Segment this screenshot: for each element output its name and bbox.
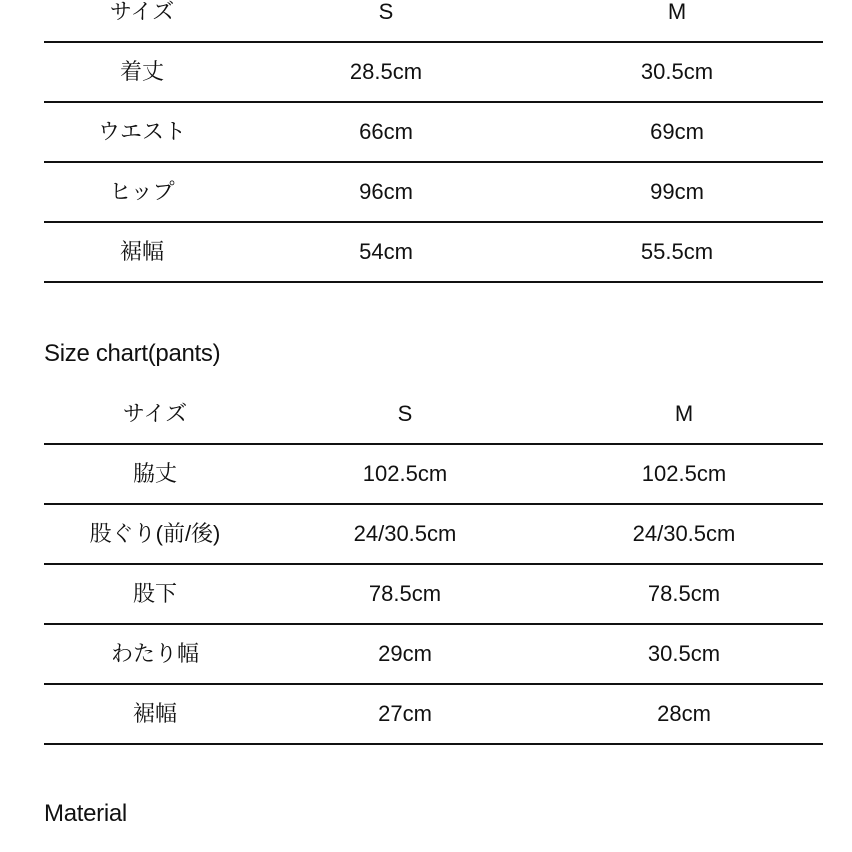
table-row (44, 625, 823, 685)
row-value-s: 66cm (359, 119, 413, 144)
row-value-m: 99cm (650, 179, 704, 204)
table-row (44, 445, 823, 505)
row-label: ウエスト (97, 119, 187, 144)
row-value-s: 24/30.5cm (353, 521, 457, 546)
table-row (44, 685, 823, 745)
header-size-s: S (378, 0, 394, 24)
row-value-s: 27cm (378, 701, 432, 726)
row-label: 裾幅 (132, 701, 178, 726)
row-value-m: 30.5cm (640, 59, 714, 84)
table-row (44, 505, 823, 565)
table-row (44, 565, 823, 625)
header-size-s: S (397, 401, 413, 426)
header-size-label: サイズ (109, 0, 175, 24)
row-label: 股下 (132, 581, 178, 606)
row-value-m: 24/30.5cm (632, 521, 736, 546)
table-header-row (44, 385, 823, 445)
size-chart-table (44, 0, 823, 283)
row-value-s: 28.5cm (349, 59, 423, 84)
row-label: 脇丈 (132, 461, 178, 486)
row-value-m: 28cm (657, 701, 711, 726)
row-value-m: 55.5cm (640, 239, 714, 264)
row-value-s: 78.5cm (368, 581, 442, 606)
header-size-m: M (674, 401, 694, 426)
row-label: 裾幅 (119, 239, 165, 264)
row-value-m: 78.5cm (647, 581, 721, 606)
row-value-s: 96cm (359, 179, 413, 204)
header-size-label: サイズ (122, 401, 188, 426)
row-value-s: 54cm (359, 239, 413, 264)
row-value-m: 102.5cm (641, 461, 727, 486)
row-label: 着丈 (119, 59, 165, 84)
section-title-pants: Size chart(pants) (44, 340, 221, 367)
section-title-material: Material (44, 800, 127, 827)
row-label: わたり幅 (110, 641, 200, 666)
pants-size-chart-table (44, 385, 823, 745)
row-value-m: 69cm (650, 119, 704, 144)
table-row (44, 103, 823, 163)
row-value-s: 29cm (378, 641, 432, 666)
row-value-s: 102.5cm (362, 461, 448, 486)
table-row (44, 223, 823, 283)
table-row (44, 43, 823, 103)
table-header-row (44, 0, 823, 43)
row-value-m: 30.5cm (647, 641, 721, 666)
table-row (44, 163, 823, 223)
row-label: ヒップ (109, 179, 175, 204)
header-size-m: M (667, 0, 687, 24)
row-label: 股ぐり(前/後) (89, 521, 221, 546)
